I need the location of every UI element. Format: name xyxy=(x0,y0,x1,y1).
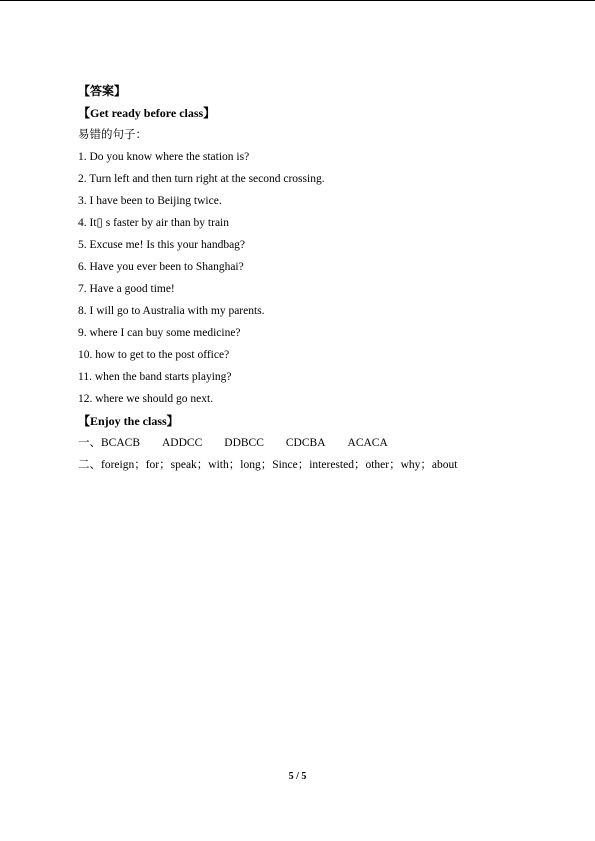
list-item: 12. where we should go next. xyxy=(78,393,214,405)
list-item: 8. I will go to Australia with my parents. xyxy=(78,305,265,317)
list-item: 10. how to get to the post office? xyxy=(78,349,230,361)
list-item: 5. Excuse me! Is this your handbag? xyxy=(78,239,246,251)
section-subheading: 易错的句子： xyxy=(78,129,147,141)
answer-group: ACACA xyxy=(347,437,388,449)
page-number: 5 / 5 xyxy=(288,771,307,782)
list-item: 9. where I can buy some medicine? xyxy=(78,327,241,339)
part-1-prefix: 一、 xyxy=(78,437,101,449)
section-heading-get-ready: 【Get ready before class】 xyxy=(78,106,216,120)
list-item: 2. Turn left and then turn right at the second crossing. xyxy=(78,173,325,185)
section-heading-enjoy-class: 【Enjoy the class】 xyxy=(78,414,179,428)
sentence-list xyxy=(78,146,548,410)
list-item: 3. I have been to Beijing twice. xyxy=(78,195,222,207)
answer-line-part-1 xyxy=(78,432,548,454)
answer-group: ADDCC xyxy=(162,437,203,449)
answer-group: BCACB xyxy=(101,437,140,449)
answer-heading: 【答案】 xyxy=(78,84,127,98)
list-item: 6. Have you ever been to Shanghai? xyxy=(78,261,244,273)
answer-group: DDBCC xyxy=(224,437,264,449)
list-item: 7. Have a good time! xyxy=(78,283,175,295)
list-item: 11. when the band starts playing? xyxy=(78,371,232,383)
part-2-prefix: 二、 xyxy=(78,459,101,471)
list-item: 4. It▯ s faster by air than by train xyxy=(78,217,229,229)
document-body xyxy=(78,80,548,476)
page-top-border xyxy=(0,0,595,1)
answer-line-part-2 xyxy=(78,454,548,476)
answer-group: CDCBA xyxy=(285,437,326,449)
list-item: 1. Do you know where the station is? xyxy=(78,151,250,163)
part-2-answers: foreign；for；speak；with；long；Since；interested；other；why；about xyxy=(101,459,458,471)
